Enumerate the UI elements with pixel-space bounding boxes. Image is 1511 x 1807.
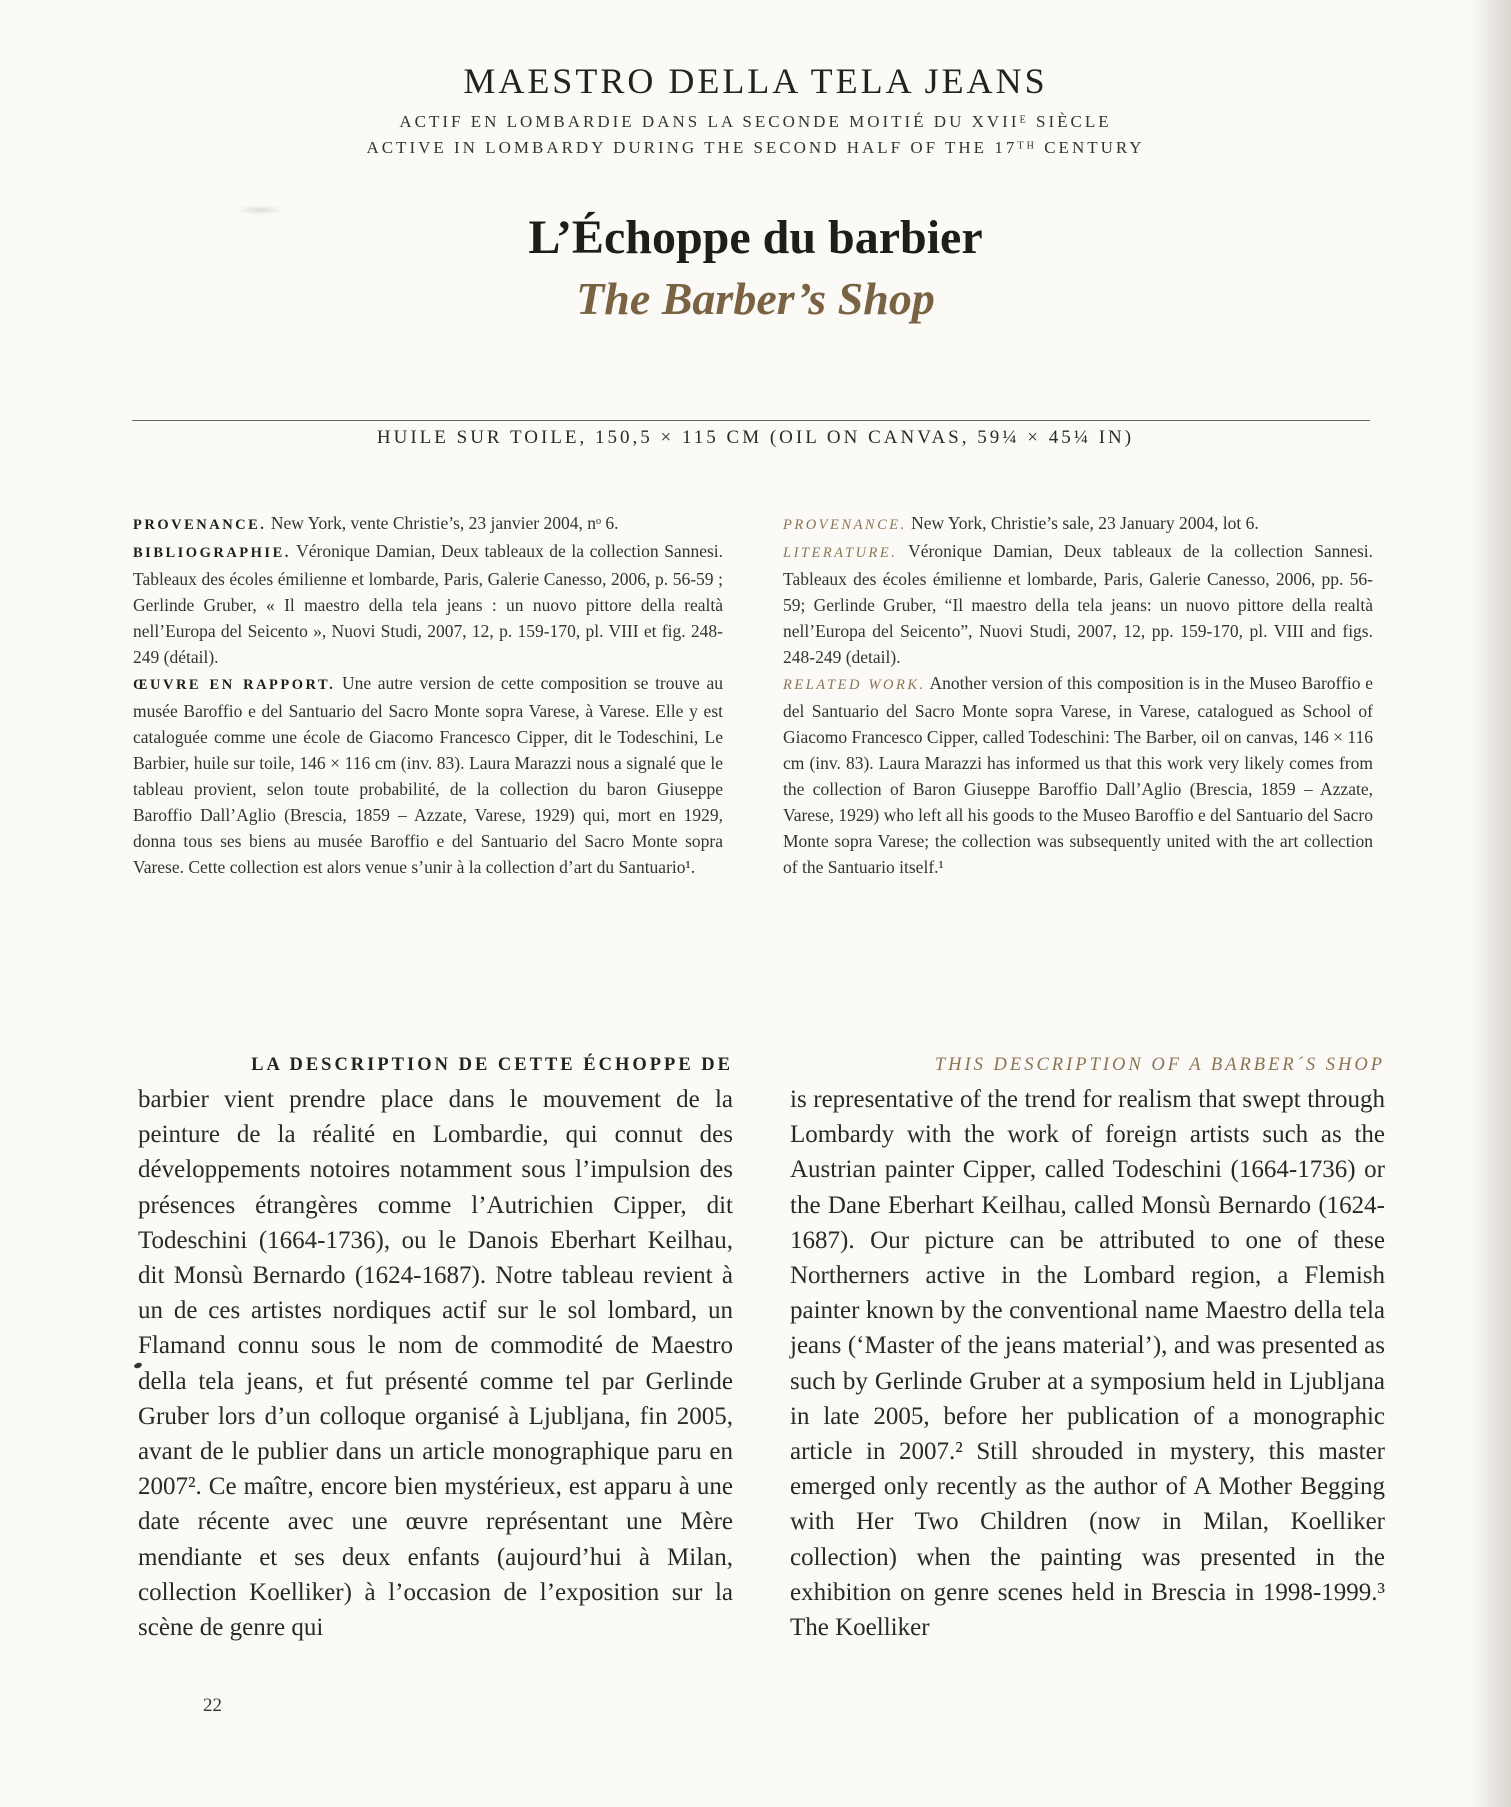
notes-english	[783, 510, 1373, 880]
body-french	[138, 1048, 733, 1645]
provenance-label-en: PROVENANCE.	[783, 517, 907, 533]
bibliographie-label: BIBLIOGRAPHIE.	[133, 545, 291, 561]
notes-en-related	[783, 670, 1373, 880]
body-fr-lead: LA DESCRIPTION DE CETTE ÉCHOPPE DE	[251, 1055, 733, 1075]
medium-dimensions: HUILE SUR TOILE, 150,5 × 115 CM (OIL ON CANVAS, 59¼ × 45¼ IN)	[376, 427, 1135, 448]
related-work-text: Another version of this composition is in the Museo Baroffio e del Santuario del Sacro Monte sopra Varese, in Varese, catalogued as School of Giacomo Francesco Cipper, called Todeschini: The Barber, oil on canvas, 146 × 116 cm (inv. 83). Laura Marazzi has informed us that this work very likely comes from the collection of Baron Giuseppe Baroffio Dall’Aglio (Brescia, 1859 – Azzate, Varese, 1929) who left all his goods to the Museo Baroffio e del Santuario del Sacro Monte sopra Varese; the collection was subsequently united with the art collection of the Santuario itself.¹	[783, 673, 1373, 877]
page-number: 22	[203, 1695, 222, 1716]
body-fr-text: barbier vient prendre place dans le mouvement de la peinture de la réalité en Lombardie, qui connut des développements notoires notamment sous l’impulsion des présences étrangères comme l’Autrichien Cipper, dit Todeschini (1664-1736), ou le Danois Eberhart Keilhau, dit Monsù Bernardo (1624-1687). Notre tableau revient à un de ces artistes nordiques actif sur le sol lombard, un Flamand connu sous le nom de commodité de Maestro della tela jeans, et fut présenté comme tel par Gerlinde Gruber lors d’un colloque organisé à Ljubljana, fin 2005, avant de le publier dans un article monographique paru en 2007². Ce maître, encore bien mystérieux, est apparu à une date récente avec une œuvre représentant une Mère mendiante et ses deux enfants (aujourd’hui à Milan, collection Koelliker) à l’occasion de l’exposition sur la scène de genre qui	[138, 1086, 733, 1642]
oeuvre-label: ŒUVRE EN RAPPORT.	[133, 677, 336, 693]
literature-label: LITERATURE.	[783, 545, 898, 561]
body-english	[790, 1048, 1385, 1645]
notes-fr-provenance	[133, 510, 723, 538]
notes-en-provenance	[783, 510, 1373, 538]
title-english: The Barber’s Shop	[576, 273, 935, 324]
body-en-lead: THIS DESCRIPTION OF A BARBER´S SHOP	[934, 1055, 1385, 1075]
artist-dates-fr: ACTIF EN LOMBARDIE DANS LA SECONDE MOITIÉ DU XVIIᴱ SIÈCLE	[399, 112, 1112, 131]
bibliographie-text: Véronique Damian, Deux tableaux de la collection Sannesi. Tableaux des écoles émilienne et lombarde, Paris, Galerie Canesso, 2006, p. 56-59 ; Gerlinde Gruber, « Il maestro della tela jeans : un nuovo pittore della realtà nell’Europa del Seicento », Nuovi Studi, 2007, 12, p. 159-170, pl. VIII et fig. 248-249 (détail).	[133, 541, 724, 667]
body-en-text: is representative of the trend for realism that swept through Lombardy with the work of foreign artists such as the Austrian painter Cipper, called Todeschini (1664-1736) or the Dane Eberhart Keilhau, called Monsù Bernardo (1624-1687). Our picture can be attributed to one of these Northerners active in the Lombard region, a Flemish painter known by the conventional name Maestro della tela jeans (‘Master of the jeans material’), and was presented as such by Gerlinde Gruber at a symposium held in Ljubljana in late 2005, before her publication of a monographic article in 2007.² Still shrouded in mystery, this master emerged only recently as the author of A Mother Begging with Her Two Children (now in Milan, Koelliker collection) when the painting was presented in the exhibition on genre scenes held in Brescia in 1998-1999.³ The Koelliker	[790, 1086, 1385, 1642]
notes-french	[133, 510, 723, 880]
notes-fr-bibliography	[133, 538, 723, 670]
artist-dates-en: ACTIVE IN LOMBARDY DURING THE SECOND HALF OF THE 17ᵀᴴ CENTURY	[366, 138, 1145, 157]
artist-name: MAESTRO DELLA TELA JEANS	[463, 61, 1048, 101]
provenance-text-fr: New York, vente Christie’s, 23 janvier 2004, nᵒ 6.	[270, 513, 619, 533]
notes-fr-related	[133, 670, 723, 880]
horizontal-rule	[132, 420, 1370, 421]
notes-en-literature	[783, 538, 1373, 670]
oeuvre-text: Une autre version de cette composition se trouve au musée Baroffio e del Santuario del Sacro Monte sopra Varese, à Varese. Elle y est cataloguée comme une école de Giacomo Francesco Cipper, dit le Todeschini, Le Barbier, huile sur toile, 146 × 116 cm (inv. 83). Laura Marazzi nous a signalé que le tableau provient, selon toute probabilité, de la collection du baron Giuseppe Baroffio Dall’Aglio (Brescia, 1859 – Azzate, Varese, 1929) qui, mort en 1929, donna tous ses biens au musée Baroffio e del Santuario del Sacro Monte sopra Varese. Cette collection est alors venue s’unir à la collection d’art du Santuario¹.	[133, 673, 723, 877]
provenance-text-en: New York, Christie’s sale, 23 January 2004, lot 6.	[911, 513, 1259, 533]
literature-text: Véronique Damian, Deux tableaux de la collection Sannesi. Tableaux des écoles émilienne et lombarde, Paris, Galerie Canesso, 2006, pp. 56-59; Gerlinde Gruber, “Il maestro della tela jeans: un nuovo pittore della realtà nell’Europa del Seicento”, Nuovi Studi, 2007, 12, pp. 159-170, pl. VIII and figs. 248-249 (detail).	[783, 541, 1374, 667]
title-french: L’Échoppe du barbier	[528, 211, 983, 264]
related-work-label: RELATED WORK.	[783, 677, 926, 693]
provenance-label-fr: PROVENANCE.	[133, 517, 267, 533]
